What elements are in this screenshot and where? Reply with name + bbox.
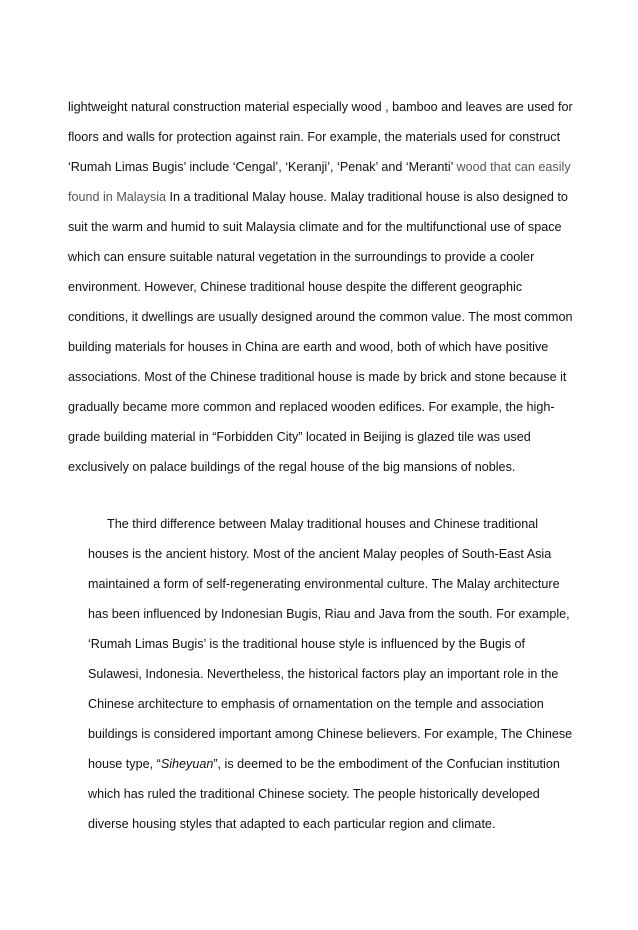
text-line: associations. Most of the Chinese traditional house is made by brick and stone because it: [68, 370, 567, 384]
text-span: In a traditional Malay house. Malay traditional house is also designed to: [166, 190, 568, 204]
text-line: buildings is considered important among Chinese believers. For example, The Chinese: [88, 727, 573, 741]
text-line: which can ensure suitable natural vegetation in the surroundings to provide a cooler: [68, 250, 535, 264]
text-line: Sulawesi, Indonesia. Nevertheless, the historical factors play an important role in the: [88, 667, 559, 681]
text-line: exclusively on palace buildings of the regal house of the big mansions of nobles.: [68, 460, 516, 474]
text-line: environment. However, Chinese traditional house despite the different geographic: [68, 280, 523, 294]
text-line: which has ruled the traditional Chinese society. The people historically developed: [88, 787, 540, 801]
text-line: building materials for houses in China are earth and wood, both of which have positive: [68, 340, 549, 354]
text-span-gray: found in Malaysia: [68, 190, 167, 204]
text-line: diverse housing styles that adapted to each particular region and climate.: [88, 817, 496, 831]
text-line: The third difference between Malay traditional houses and Chinese traditional: [107, 517, 539, 531]
text-line: maintained a form of self-regenerating environmental culture. The Malay architecture: [88, 577, 560, 591]
text-span: ‘Rumah Limas Bugis’ include ‘Cengal’, ‘Keranji’, ‘Penak’ and ‘Meranti’: [68, 160, 457, 174]
text-line: Chinese architecture to emphasis of ornamentation on the temple and association: [88, 697, 544, 711]
text-span-gray: wood that can easily: [456, 160, 571, 174]
text-line: floors and walls for protection against rain. For example, the materials used for construct: [68, 130, 561, 144]
text-span: house type, “: [88, 757, 161, 771]
text-line: houses is the ancient history. Most of the ancient Malay peoples of South-East Asia: [88, 547, 552, 561]
text-line: has been influenced by Indonesian Bugis, Riau and Java from the south. For example,: [88, 607, 570, 621]
text-line: ‘Rumah Limas Bugis’ is the traditional house style is influenced by the Bugis of: [88, 637, 526, 651]
text-line: gradually became more common and replaced wooden edifices. For example, the high-: [68, 400, 555, 414]
text-line: [68, 159, 571, 175]
text-line: conditions, it dwellings are usually designed around the common value. The most common: [68, 310, 573, 324]
text-line: lightweight natural construction material especially wood , bamboo and leaves are used for: [68, 100, 573, 114]
text-line: grade building material in “Forbidden City” located in Beijing is glazed tile was used: [68, 430, 531, 444]
text-line: suit the warm and humid to suit Malaysia climate and for the multifunctional use of space: [68, 220, 562, 234]
text-line: [88, 756, 560, 772]
text-span-italic: Siheyuan: [160, 757, 214, 771]
text-line: [68, 189, 568, 205]
text-span: ”, is deemed to be the embodiment of the Confucian institution: [213, 757, 560, 771]
